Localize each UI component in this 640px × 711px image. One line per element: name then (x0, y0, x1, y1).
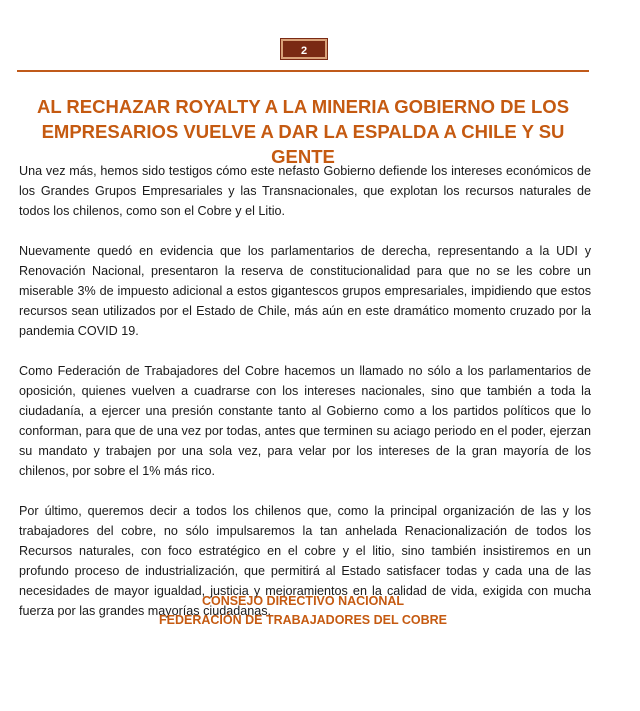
document-headline: AL RECHAZAR ROYALTY A LA MINERIA GOBIERNO DE LOS EMPRESARIOS VUELVE A DAR LA ESPALDA A CHILE Y SU GENTE (36, 96, 570, 167)
signature-block (17, 592, 589, 630)
signature-council: CONSEJO DIRECTIVO NACIONAL (201, 594, 405, 608)
page-number-badge: 2 (281, 39, 327, 59)
signature-federation: FEDERACIÓN DE TRABAJADORES DEL COBRE (159, 613, 447, 627)
paragraph-4: Por último, queremos decir a todos los chilenos que, como la principal organización de las y los trabajadores del cobre, no sólo impulsaremos la tan anhelada Renacionalización de todos los Recursos naturales, con foco estratégico en el cobre y el litio, sino también insistiremos en un profundo proceso de industrialización, que permitirá al Estado satisfacer todas y cada una de las necesidades de mayor igualdad, justicia y mejoramientos en la calidad de vida, exigida con mucha fuerza por las grandes mayorías ciudadanas. (19, 504, 591, 618)
paragraph-1: Una vez más, hemos sido testigos cómo este nefasto Gobierno defiende los intereses económicos de los Grandes Grupos Empresariales y las Transnacionales, que explotan los recursos naturales de todos los chilenos, como son el Cobre y el Litio. (19, 164, 591, 218)
header-divider (17, 70, 589, 72)
paragraph-2: Nuevamente quedó en evidencia que los parlamentarios de derecha, representando a la UDI y Renovación Nacional, presentaron la reserva de constitucionalidad para que no se les cobre un miserable 3% de impuesto adicional a estos gigantescos grupos empresariales, impidiendo que estos recursos sean utilizados por el Estado de Chile, más aún en este dramático momento cruzado por la pandemia COVID 19. (19, 244, 591, 338)
document-body (19, 161, 591, 641)
paragraph-3: Como Federación de Trabajadores del Cobre hacemos un llamado no sólo a los parlamentarios de oposición, quienes vuelven a cuadrarse con los intereses nacionales, sino que también a toda la ciudadanía, a ejercer una presión constante tanto al Gobierno como a los partidos políticos que lo conforman, para que de una vez por todas, antes que terminen su aciago periodo en el poder, ejerzan su mandato y trabajen por una sola vez, para velar por los intereses de la gran mayoría de los chilenos, por sobre el 1% más rico. (19, 364, 591, 478)
